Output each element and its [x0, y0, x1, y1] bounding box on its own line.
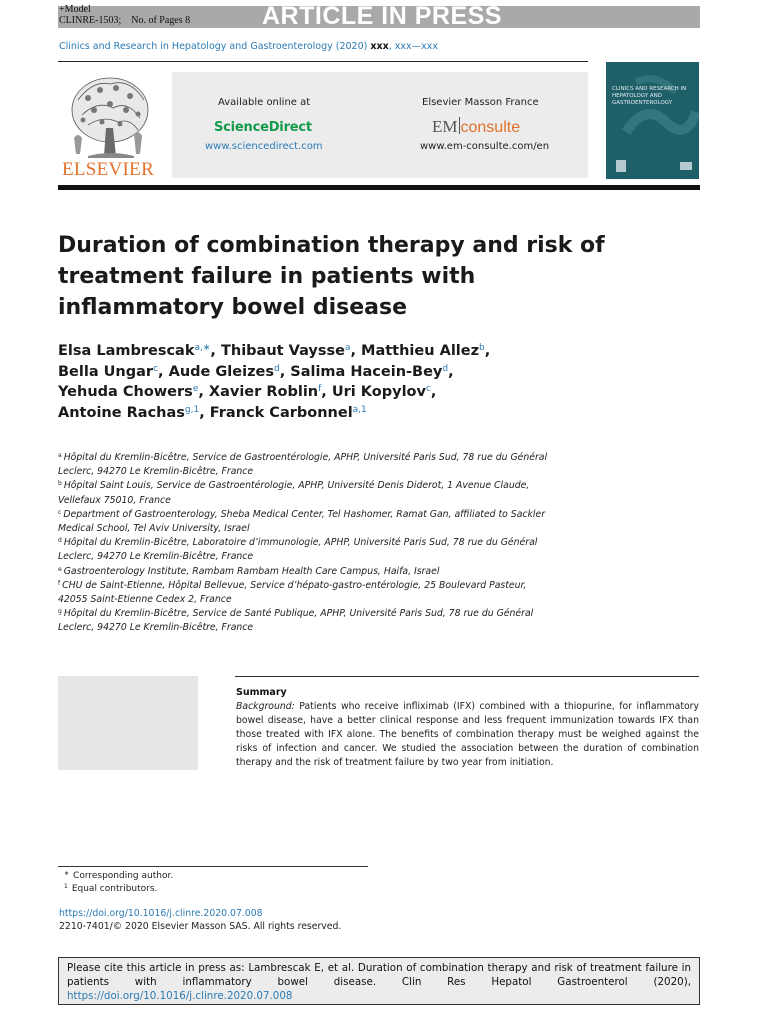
header-bottom-rule [58, 185, 700, 190]
background-label: Background: [236, 701, 295, 712]
journal-cover-image[interactable] [606, 62, 699, 179]
em-consulte-logo[interactable] [432, 117, 520, 137]
affiliation-item [58, 508, 598, 522]
affiliation-text: CHU de Saint-Etienne, Hôpital Bellevue, Service d’hépato-gastro-entérologie, 25 Boulevard Pasteur, [62, 579, 527, 591]
affiliation-item [58, 451, 598, 465]
affiliation-item [58, 479, 598, 493]
affiliation-key: a [58, 452, 62, 459]
affiliation-key: g [58, 608, 62, 616]
author-affiliation-mark[interactable]: e [192, 384, 199, 394]
citation-doi-link[interactable]: https://doi.org/10.1016/j.clinre.2020.07.008 [67, 990, 293, 1002]
affiliation-list [58, 451, 598, 636]
author-line [58, 403, 618, 424]
author-name[interactable]: Bella Ungar [58, 363, 154, 380]
article-title-line: treatment failure in patients with [58, 264, 476, 289]
author-affiliation-mark[interactable]: b [479, 343, 485, 353]
available-online-label: Available online at [218, 97, 311, 108]
citation-text: Please cite this article in press as: Lambrescak E, et al. Duration of combination therapy and risk of treatment failure in patients with inflammatory bowel disease. Clin Res Hepatol Gastroenterol (2020), [67, 962, 691, 988]
affiliation-key: b [58, 480, 62, 488]
affiliation-item-continued: 42055 Saint-Etienne Cedex 2, France [58, 594, 232, 606]
author-list [58, 341, 618, 423]
footnote-text: Corresponding author. [73, 871, 174, 881]
em-logo-divider [459, 117, 460, 134]
footnote-rule [58, 866, 368, 867]
author-name[interactable]: Xavier Roblin [208, 384, 319, 400]
affiliation-key: f [58, 579, 61, 587]
elsevier-wordmark: ELSEVIER [61, 159, 155, 180]
affiliation-text: Hôpital du Kremlin-Bicêtre, Service de Santé Publique, APHP, Université Paris Sud, 78 rue du Général [63, 608, 534, 620]
footnote-text: Equal contributors. [71, 884, 158, 894]
author-name[interactable]: Yehuda Chowers [58, 384, 193, 400]
footnote-mark: 1 [64, 883, 68, 890]
author-affiliation-mark[interactable]: a,∗ [194, 343, 211, 353]
author-name[interactable]: Elsa Lambrescak [58, 343, 195, 359]
em-logo-consulte: consulte [460, 119, 521, 136]
page-count: No. of Pages 8 [131, 15, 191, 26]
model-label: +Model [59, 4, 91, 15]
author-affiliation-mark[interactable]: a,1 [352, 404, 367, 415]
journal-citation-line[interactable] [59, 41, 438, 53]
affiliation-item-continued: Leclerc, 94270 Le Kremlin-Bicêtre, France [58, 551, 254, 563]
author-separator: , [321, 384, 332, 400]
affiliation-text: Hôpital du Kremlin-Bicêtre, Service de Gastroentérologie, APHP, Université Paris Sud, 78 rue du Général [63, 452, 548, 463]
author-affiliation-mark[interactable]: f [318, 384, 322, 394]
author-affiliation-mark[interactable]: c [425, 384, 431, 394]
affiliation-text: Gastroenterology Institute, Rambam Rambam Health Care Campus, Haifa, Israel [63, 565, 440, 577]
graphical-abstract-placeholder [58, 676, 198, 770]
cover-title: CLINICS AND RESEARCH IN HEPATOLOGY AND GASTROENTEROLOGY [612, 86, 687, 106]
affiliation-item [58, 579, 598, 593]
author-affiliation-mark[interactable]: d [442, 363, 449, 374]
manuscript-info [59, 15, 190, 27]
header-top-rule [58, 61, 588, 62]
author-name[interactable]: Aude Gleizes [168, 363, 274, 380]
affiliation-item-continued: Leclerc, 94270 Le Kremlin-Bicêtre, France [58, 466, 254, 478]
footnote-mark: ∗ [64, 870, 70, 877]
author-separator: , [484, 343, 491, 359]
author-name[interactable]: Salima Hacein-Bey [290, 363, 443, 380]
article-title [58, 230, 618, 323]
author-separator: , [198, 384, 209, 400]
cover-art-icon [606, 62, 699, 179]
summary-rule [235, 676, 699, 677]
affiliation-text: Department of Gastroenterology, Sheba Medical Center, Tel Hashomer, Ramat Gan, affiliated to Sackler [63, 508, 546, 520]
affiliation-item-continued: Medical School, Tel Aviv University, Israel [58, 523, 250, 535]
manuscript-id: CLINRE-1503; [59, 15, 122, 26]
footnote-corresponding [64, 870, 173, 882]
summary-text [236, 700, 699, 770]
background-text: Patients who receive infliximab (IFX) combined with a thiopurine, for inflammatory bowel disease, have a better clinical response and less frequent immunization towards IFX than those treated with IFX alone. The benefits of combination therapy must be weighed against the risks of infection and cancer. We studied the association between the duration of combination therapy and the risk of treatment failure by two year from initiation. [236, 701, 699, 768]
affiliation-item-continued: Vellefaux 75010, France [58, 494, 171, 506]
affiliation-key: e [58, 565, 62, 573]
journal-name[interactable]: Clinics and Research in Hepatology and Gastroenterology (2020) [59, 41, 371, 52]
affiliation-text: Hôpital du Kremlin-Bicêtre, Laboratoire d’immunologie, APHP, Université Paris Sud, 78 rue du Général [63, 537, 538, 549]
author-line [58, 382, 618, 403]
author-affiliation-mark[interactable]: a [344, 343, 351, 353]
banner-text: ARTICLE IN PRESS [262, 2, 502, 30]
author-name[interactable]: Thibaut Vaysse [220, 343, 345, 359]
sciencedirect-logo[interactable]: ScienceDirect [214, 120, 312, 135]
author-line [58, 362, 618, 383]
affiliation-item [58, 565, 598, 579]
em-publisher-label: Elsevier Masson France [422, 97, 539, 108]
author-separator: , [430, 384, 437, 400]
journal-pages: , xxx—xxx [388, 41, 439, 52]
footnote-equal [64, 883, 157, 895]
em-logo-letters: EM [432, 117, 458, 136]
copyright-notice: 2210-7401/© 2020 Elsevier Masson SAS. All rights reserved. [59, 921, 342, 932]
author-separator: , [158, 363, 169, 380]
affiliation-item [58, 607, 598, 621]
author-separator: , [210, 343, 221, 359]
author-name[interactable]: Antoine Rachas [58, 404, 185, 421]
author-separator: , [279, 363, 291, 380]
citation-box [58, 957, 700, 1005]
author-name[interactable]: Franck Carbonnel [209, 404, 353, 421]
article-title-line: Duration of combination therapy and risk of [58, 233, 605, 258]
affiliation-text: Hôpital Saint Louis, Service de Gastroentérologie, APHP, Université Denis Diderot, 1 Avenue Claude, [63, 480, 530, 492]
author-separator: , [350, 343, 362, 359]
author-affiliation-mark[interactable]: c [153, 363, 159, 374]
article-title-line: inflammatory bowel disease [58, 295, 408, 320]
doi-link[interactable]: https://doi.org/10.1016/j.clinre.2020.07.008 [59, 908, 263, 919]
author-line [58, 341, 618, 362]
affiliation-item [58, 536, 598, 550]
author-affiliation-mark[interactable]: d [273, 363, 280, 374]
em-consulte-link[interactable]: www.em-consulte.com/en [420, 141, 550, 152]
affiliation-key: c [58, 508, 62, 516]
author-affiliation-mark[interactable]: g,1 [184, 404, 200, 415]
author-name[interactable]: Uri Kopylov [331, 384, 426, 400]
journal-volume: xxx [370, 41, 389, 52]
summary-heading: Summary [236, 687, 287, 698]
author-separator: , [199, 404, 210, 421]
author-separator: , [448, 363, 454, 380]
author-name[interactable]: Matthieu Allez [361, 343, 480, 359]
affiliation-item-continued: Leclerc, 94270 Le Kremlin-Bicêtre, France [58, 622, 254, 634]
sciencedirect-link[interactable]: www.sciencedirect.com [205, 141, 323, 152]
affiliation-key: d [58, 537, 62, 545]
